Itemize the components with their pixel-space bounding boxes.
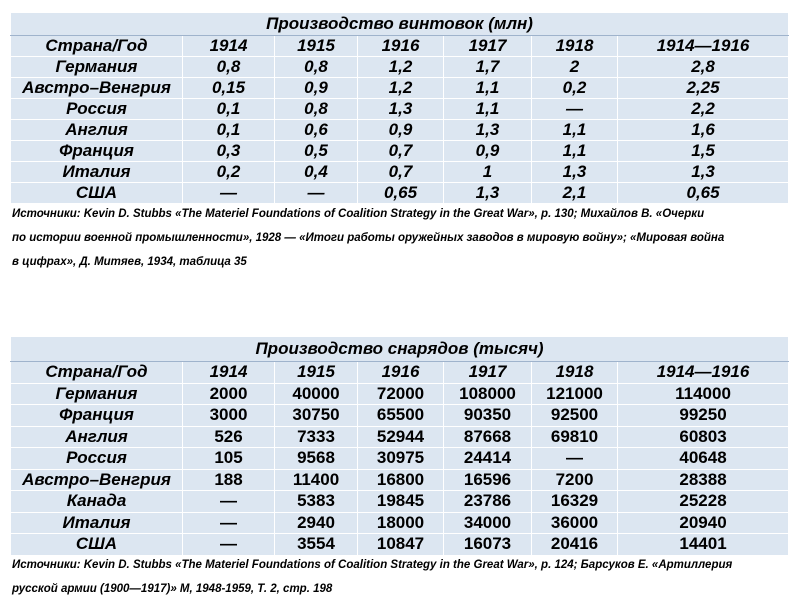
value-cell: 114000: [618, 383, 789, 405]
rifles-header-row: [11, 36, 789, 57]
column-header: 1917: [444, 362, 532, 384]
value-cell: 1,7: [444, 57, 532, 78]
value-cell: 60803: [618, 426, 789, 448]
value-cell: 0,6: [275, 120, 358, 141]
value-cell: 2000: [183, 383, 275, 405]
value-cell: 0,65: [358, 183, 444, 204]
country-cell: Италия: [11, 162, 183, 183]
value-cell: —: [183, 491, 275, 513]
table-row: [11, 469, 789, 491]
value-cell: 0,2: [532, 78, 618, 99]
country-cell: Англия: [11, 120, 183, 141]
value-cell: 10847: [358, 534, 444, 556]
value-cell: 65500: [358, 405, 444, 427]
value-cell: 72000: [358, 383, 444, 405]
value-cell: 1,1: [532, 120, 618, 141]
value-cell: 0,8: [275, 99, 358, 120]
value-cell: 18000: [358, 512, 444, 534]
value-cell: 16329: [532, 491, 618, 513]
value-cell: 7333: [275, 426, 358, 448]
country-cell: США: [11, 183, 183, 204]
value-cell: 2,2: [618, 99, 789, 120]
value-cell: 90350: [444, 405, 532, 427]
shells-header-row: [11, 362, 789, 384]
source-line: по истории военной промышленности», 1928 — «Итоги работы оружейных заводов в мировую войну»; «Мировая война: [12, 232, 725, 244]
value-cell: 0,9: [358, 120, 444, 141]
country-cell: Италия: [11, 512, 183, 534]
value-cell: 20940: [618, 512, 789, 534]
value-cell: 2: [532, 57, 618, 78]
value-cell: 40000: [275, 383, 358, 405]
value-cell: 3000: [183, 405, 275, 427]
value-cell: 0,65: [618, 183, 789, 204]
shells-source-note: [12, 553, 788, 601]
value-cell: 20416: [532, 534, 618, 556]
country-cell: Франция: [11, 141, 183, 162]
table-row: [11, 448, 789, 470]
table-row: [11, 162, 789, 183]
value-cell: 1,6: [618, 120, 789, 141]
value-cell: 0,7: [358, 162, 444, 183]
value-cell: 0,9: [275, 78, 358, 99]
shells-table-title: Производство снарядов (тысяч): [11, 337, 789, 362]
value-cell: 1,1: [532, 141, 618, 162]
value-cell: 19845: [358, 491, 444, 513]
value-cell: 1,1: [444, 99, 532, 120]
value-cell: 2,25: [618, 78, 789, 99]
source-line: Источники: Kevin D. Stubbs «The Materiel Foundations of Coalition Strategy in the Great War», p. 130; Михайлов В. «Очерки: [12, 208, 705, 220]
value-cell: 1,3: [444, 183, 532, 204]
column-header: 1914: [183, 362, 275, 384]
country-cell: Австро–Венгрия: [11, 469, 183, 491]
rifles-table: [10, 12, 789, 204]
country-cell: Россия: [11, 99, 183, 120]
value-cell: 1,3: [444, 120, 532, 141]
value-cell: 11400: [275, 469, 358, 491]
value-cell: —: [183, 512, 275, 534]
source-line: Источники: Kevin D. Stubbs «The Materiel Foundations of Coalition Strategy in the Great War», p. 124; Барсуков Е. «Артиллерия: [12, 559, 733, 571]
value-cell: 0,1: [183, 120, 275, 141]
value-cell: 30750: [275, 405, 358, 427]
source-line: русской армии (1900—1917)» М, 1948-1959, Т. 2, стр. 198: [12, 583, 333, 595]
shells-table: [10, 336, 789, 556]
value-cell: 1,5: [618, 141, 789, 162]
table-row: [11, 491, 789, 513]
table-row: [11, 512, 789, 534]
value-cell: 0,1: [183, 99, 275, 120]
value-cell: 7200: [532, 469, 618, 491]
value-cell: 14401: [618, 534, 789, 556]
value-cell: 0,9: [444, 141, 532, 162]
value-cell: 87668: [444, 426, 532, 448]
country-cell: Канада: [11, 491, 183, 513]
value-cell: 9568: [275, 448, 358, 470]
country-cell: Франция: [11, 405, 183, 427]
rifles-table-title: Производство винтовок (млн): [11, 13, 789, 36]
value-cell: 0,5: [275, 141, 358, 162]
value-cell: 526: [183, 426, 275, 448]
value-cell: 0,7: [358, 141, 444, 162]
value-cell: 0,8: [183, 57, 275, 78]
value-cell: 36000: [532, 512, 618, 534]
value-cell: 105: [183, 448, 275, 470]
value-cell: 16073: [444, 534, 532, 556]
table-row: [11, 141, 789, 162]
table-row: [11, 99, 789, 120]
table-row: [11, 120, 789, 141]
value-cell: 1,3: [358, 99, 444, 120]
country-cell: Австро–Венгрия: [11, 78, 183, 99]
value-cell: 23786: [444, 491, 532, 513]
country-cell: Германия: [11, 57, 183, 78]
value-cell: 0,2: [183, 162, 275, 183]
table-row: [11, 405, 789, 427]
value-cell: 52944: [358, 426, 444, 448]
column-header: 1915: [275, 36, 358, 57]
column-header: Страна/Год: [11, 36, 183, 57]
value-cell: 1,3: [618, 162, 789, 183]
value-cell: 188: [183, 469, 275, 491]
value-cell: —: [532, 99, 618, 120]
value-cell: 108000: [444, 383, 532, 405]
table-row: [11, 534, 789, 556]
value-cell: 25228: [618, 491, 789, 513]
value-cell: —: [183, 534, 275, 556]
column-header: Страна/Год: [11, 362, 183, 384]
source-line: в цифрах», Д. Митяев, 1934, таблица 35: [12, 256, 247, 268]
table-row: [11, 383, 789, 405]
value-cell: 16596: [444, 469, 532, 491]
value-cell: 0,4: [275, 162, 358, 183]
value-cell: 99250: [618, 405, 789, 427]
value-cell: —: [275, 183, 358, 204]
value-cell: 30975: [358, 448, 444, 470]
value-cell: 34000: [444, 512, 532, 534]
table-row: [11, 78, 789, 99]
value-cell: 40648: [618, 448, 789, 470]
rifles-source-note: [12, 202, 788, 274]
value-cell: 0,15: [183, 78, 275, 99]
column-header: 1916: [358, 36, 444, 57]
country-cell: США: [11, 534, 183, 556]
column-header: 1915: [275, 362, 358, 384]
value-cell: 1,3: [532, 162, 618, 183]
value-cell: 2940: [275, 512, 358, 534]
value-cell: 1,2: [358, 57, 444, 78]
value-cell: 24414: [444, 448, 532, 470]
column-header: 1918: [532, 36, 618, 57]
column-header: 1918: [532, 362, 618, 384]
value-cell: 28388: [618, 469, 789, 491]
value-cell: —: [532, 448, 618, 470]
column-header: 1917: [444, 36, 532, 57]
value-cell: 3554: [275, 534, 358, 556]
value-cell: 2,8: [618, 57, 789, 78]
value-cell: 121000: [532, 383, 618, 405]
table-row: [11, 426, 789, 448]
value-cell: 16800: [358, 469, 444, 491]
column-header: 1914—1916: [618, 362, 789, 384]
table-row: [11, 183, 789, 204]
value-cell: 1: [444, 162, 532, 183]
column-header: 1914—1916: [618, 36, 789, 57]
value-cell: —: [183, 183, 275, 204]
value-cell: 2,1: [532, 183, 618, 204]
value-cell: 69810: [532, 426, 618, 448]
country-cell: Англия: [11, 426, 183, 448]
value-cell: 92500: [532, 405, 618, 427]
table-row: [11, 57, 789, 78]
column-header: 1916: [358, 362, 444, 384]
value-cell: 0,3: [183, 141, 275, 162]
column-header: 1914: [183, 36, 275, 57]
country-cell: Россия: [11, 448, 183, 470]
value-cell: 1,1: [444, 78, 532, 99]
country-cell: Германия: [11, 383, 183, 405]
value-cell: 0,8: [275, 57, 358, 78]
value-cell: 1,2: [358, 78, 444, 99]
value-cell: 5383: [275, 491, 358, 513]
